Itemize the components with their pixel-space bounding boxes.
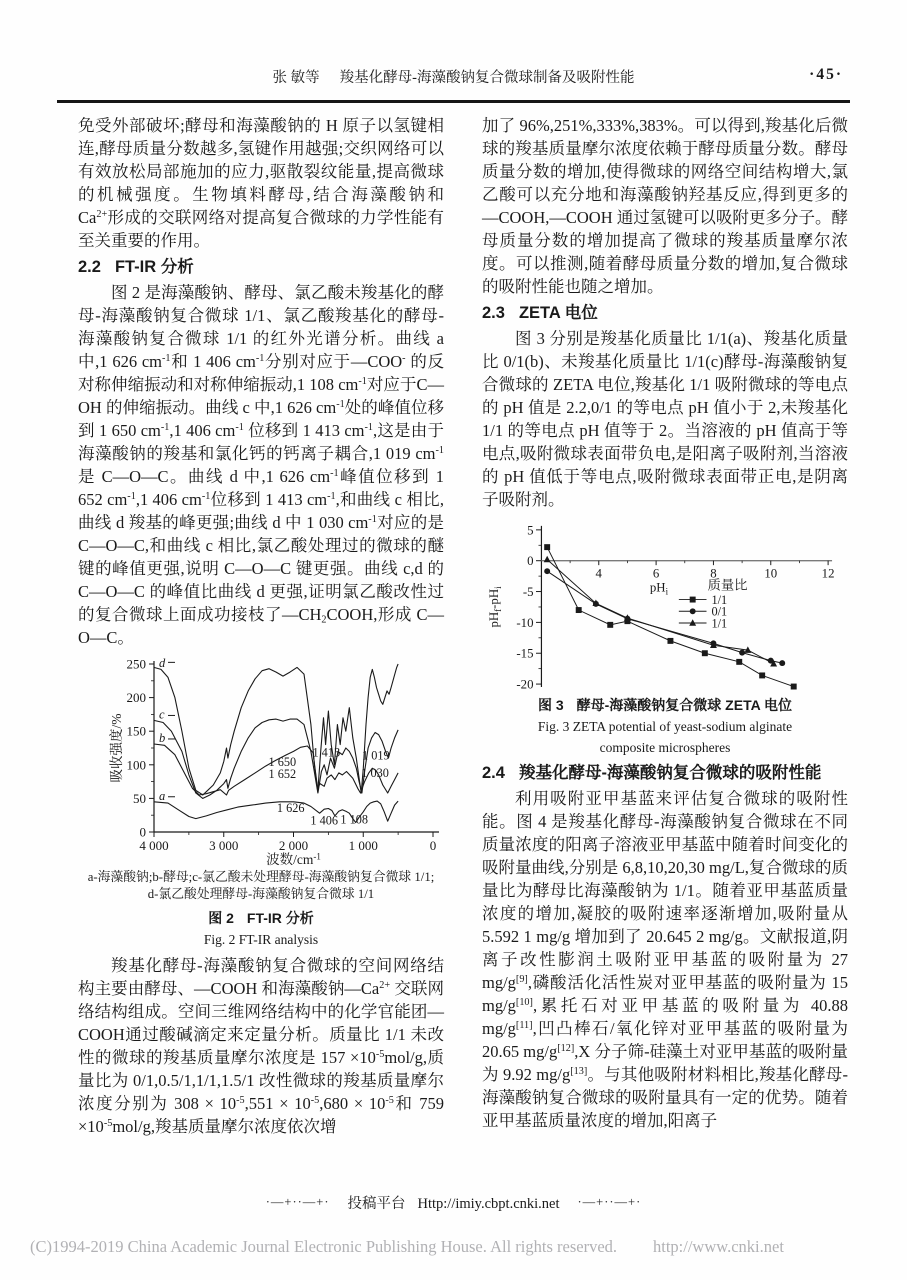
- svg-text:12: 12: [821, 566, 835, 581]
- copyright-bar: [30, 1237, 784, 1257]
- svg-text:0: 0: [139, 824, 146, 840]
- svg-text:2 000: 2 000: [278, 838, 309, 853]
- svg-text:-5: -5: [522, 584, 534, 599]
- figure-3: [482, 518, 848, 757]
- svg-text:-20: -20: [516, 677, 534, 690]
- section-heading-2-2: [78, 256, 444, 278]
- svg-text:6: 6: [652, 566, 660, 581]
- figure3-caption: 酵母-海藻酸钠复合微球 ZETA 电位: [576, 697, 793, 713]
- svg-text:1 406: 1 406: [310, 813, 339, 828]
- svg-text:1 019: 1 019: [361, 748, 390, 763]
- svg-text:1 652: 1 652: [268, 767, 297, 782]
- submission-platform-footer: [0, 1192, 907, 1213]
- section-heading-2-3: [482, 302, 848, 324]
- svg-text:-15: -15: [516, 646, 534, 661]
- text-columns: [78, 114, 848, 1138]
- svg-text:1 030: 1 030: [361, 765, 389, 780]
- zeta-chart: [482, 518, 848, 690]
- svg-text:10: 10: [764, 566, 778, 581]
- platform-url: Http://imiy.cbpt.cnki.net: [417, 1196, 560, 1212]
- figure3-title-zh: [482, 695, 848, 715]
- svg-text:1 413: 1 413: [312, 745, 341, 760]
- section-heading-2-4: [482, 762, 848, 784]
- figure2-note-line2: d-氯乙酸处理酵母-海藻酸钠复合微球 1/1: [147, 887, 375, 901]
- svg-text:1 650: 1 650: [268, 755, 297, 770]
- header-authors: 张 敏等: [272, 70, 320, 86]
- section-title: FT-IR 分析: [114, 258, 194, 276]
- footer-decoration-left: ·—+··—+·: [265, 1195, 330, 1209]
- svg-text:pHf-pHi: $pH_f-pH_i$: [486, 586, 503, 628]
- left-column: [78, 114, 444, 1138]
- header-rule: [57, 100, 850, 103]
- svg-text:200: 200: [126, 690, 146, 706]
- right-column: [482, 114, 848, 1138]
- svg-text:波数/cm-1: 波数$/cm^{-1}$: [266, 851, 321, 867]
- footer-decoration-right: ·—+··—+·: [577, 1195, 642, 1209]
- paragraph-zeta-potential: 图 3 分别是羧基化质量比 1/1(a)、羧基化质量比 0/1(b)、未羧基化质量比 1/1(c)酵母-海藻酸钠复合微球的 ZETA 电位,羧基化 1/1 吸附微球的等电点的 pH 值是 2.2,0/1 的等电点 pH 值小于 2,未羧基化 1/1 的等电点 pH 值等于 2。当溶液的 pH 值高于等电点,吸附微球表面带负电,是阳离子吸附剂,当溶液的 pH 值低于等电点,吸附微球表面带正电,是阴离子吸附剂。: [482, 329, 848, 509]
- svg-text:50: 50: [133, 790, 146, 806]
- page-header: [60, 66, 847, 90]
- svg-text:1 626: 1 626: [276, 800, 305, 815]
- svg-text:b: b: [159, 730, 166, 745]
- platform-label: 投稿平台: [347, 1196, 406, 1212]
- svg-text:pHi: $pH_i$: [649, 580, 669, 597]
- section-title: 羧基化酵母-海藻酸钠复合微球的吸附性能: [518, 764, 822, 782]
- svg-text:0: 0: [527, 554, 534, 569]
- svg-text:3 000: 3 000: [209, 838, 239, 853]
- svg-text:100: 100: [126, 757, 146, 773]
- svg-text:4: 4: [595, 566, 602, 581]
- figure2-label: 图 2: [208, 910, 234, 926]
- svg-text:1/1: 1/1: [711, 616, 728, 631]
- svg-text:0/1: 0/1: [711, 604, 728, 619]
- figure3-title-en-line1: Fig. 3 ZETA potential of yeast-sodium alginate: [537, 719, 793, 734]
- paragraph-ftir-analysis: 图 2 是海藻酸钠、酵母、氯乙酸未羧基化的酵母-海藻酸钠复合微球 1/1、氯乙酸羧基化的酵母-海藻酸钠复合微球 1/1 的红外光谱分析。曲线 a 中,1 626 $cm^{-1}$和 1 406 $cm^{-1}$分别对应于—COO- 的反对称伸缩振动和对称伸缩振动,1 108 $cm^{-1}$对应于C—OH 的伸缩振动。曲线 c 中,1 626 $cm^{-1}$处的峰值位移到 1 650 $cm^{-1},1$ 406 $cm^{-1}$ 位移到 1 413 $cm^{-1}$,这是由于海藻酸钠的羧基和氯化钙的钙离子耦合,1 019 $cm^{-1}$是 C—O—C。曲线 d 中,1 626 $cm^{-1}$峰值位移到 1 652 $cm^{-1},1$ 406 $cm^{-1}$位移到 1 413 $cm^{-1}$,和曲线 c 相比,曲线 d 羧基的峰更强;曲线 d 中 1 030 $cm^{-1}$对应的是 C—O—C,和曲线 c 相比,氯乙酸处理过的微球的醚键的峰值更强,说明 C—O—C 键更强。曲线 c,d 的 C—O—C 的峰值比曲线 d 更强,证明氯乙酸改性过的复合微球上面成功接枝了$—CH_2COOH$,形成 C—O—C。: [78, 283, 445, 647]
- section-title: ZETA 电位: [518, 304, 598, 322]
- svg-text:8: 8: [710, 566, 717, 581]
- figure2-title-zh: [78, 908, 444, 928]
- running-head: [60, 66, 847, 87]
- figure2-note-line1: a-海藻酸钠;b-酵母;c-氯乙酸未处理酵母-海藻酸钠复合微球 1/1;: [87, 870, 435, 884]
- figure2-caption: FT-IR 分析: [246, 910, 314, 926]
- ftir-chart: [108, 656, 443, 869]
- svg-text:-10: -10: [516, 615, 534, 630]
- section-number: 2.4: [482, 764, 505, 782]
- figure2-title-en: Fig. 2 FT-IR analysis: [203, 932, 319, 947]
- svg-text:1 000: 1 000: [348, 838, 378, 853]
- svg-text:质量比: 质量比: [707, 577, 748, 593]
- svg-text:1/1: 1/1: [711, 593, 728, 608]
- svg-text:c: c: [159, 707, 165, 722]
- copyright-url: http://www.cnki.net: [653, 1237, 784, 1256]
- figure3-title-en-line2: composite microspheres: [599, 740, 731, 755]
- svg-text:1 108: 1 108: [340, 812, 369, 827]
- svg-text:d: d: [159, 656, 166, 670]
- figure-2: [78, 656, 444, 949]
- svg-text:4 000: 4 000: [139, 838, 169, 853]
- svg-text:a: a: [159, 788, 166, 803]
- svg-text:吸收强度/%: 吸收强度/%: [109, 713, 124, 783]
- copyright-text: (C)1994-2019 China Academic Journal Electronic Publishing House. All rights reserved.: [30, 1237, 618, 1256]
- page-number: ·45·: [809, 66, 843, 83]
- paragraph-adsorption-performance: 利用吸附亚甲基蓝来评估复合微球的吸附性能。图 4 是羧基化酵母-海藻酸钠复合微球在不同质量浓度的阳离子溶液亚甲基蓝中随着时间变化的吸附量曲线,分别是 6,8,10,20,30 mg/L,复合微球的质量比为酵母比海藻酸钠为 1/1。随着亚甲基蓝质量浓度的增加,凝胶的吸附速率逐渐增加,吸附量从 5.592 1 mg/g 增加到了 20.645 2 mg/g。文献报道,阴离子改性膨润土吸附亚甲基蓝的吸附量为 27 mg/g[9],磷酸活化活性炭对亚甲基蓝的吸附量为 15 mg/g[10],累托石对亚甲基蓝的吸附量为 40.88 mg/g[11],凹凸棒石/氧化锌对亚甲基蓝的吸附量为 20.65 mg/g[12],X 分子筛-硅藻土对亚甲基蓝的吸附量为 9.92 mg/g[13]。与其他吸附材料相比,羧基化酵母-海藻酸钠复合微球的吸附量具有一定的优势。随着亚甲基蓝质量浓度的增加,阳离子: [482, 789, 849, 1130]
- section-number: 2.3: [482, 304, 505, 322]
- paragraph-mechanical-strength: 免受外部破坏;酵母和海藻酸钠的 H 原子以氢键相连,酵母质量分数越多,氢键作用越强;交织网络可以有效放松局部施加的应力,驱散裂纹能量,提高微球的机械强度。生物填料酵母,结合海藻酸钠和 $Ca^{2+}$形成的交联网络对提高复合微球的力学性能有至关重要的作用。: [78, 116, 444, 250]
- svg-text:0: 0: [429, 838, 437, 853]
- svg-text:5: 5: [527, 523, 534, 538]
- section-number: 2.2: [78, 258, 101, 276]
- paragraph-molar-increase: 加了 96%,251%,333%,383%。可以得到,羧基化后微球的羧基质量摩尔浓度依赖于酵母质量分数。酵母质量分数的增加,使得微球的网络空间结构增大,氯乙酸可以充分地和海藻酸钠羟基反应,得到更多的—COOH,—COOH 通过氢键可以吸附更多分子。酵母质量分数的增加提高了微球的羧基质量摩尔浓度。可以推测,随着酵母质量分数的增加,复合微球的吸附性能也随之增加。: [482, 116, 848, 296]
- svg-text:250: 250: [126, 656, 146, 672]
- svg-text:150: 150: [126, 723, 146, 739]
- figure3-label: 图 3: [537, 697, 564, 713]
- header-title: 羧基化酵母-海藻酸钠复合微球制备及吸附性能: [339, 70, 635, 86]
- paragraph-network-structure: 羧基化酵母-海藻酸钠复合微球的空间网络结构主要由酵母、—COOH 和海藻酸钠$—Ca^{2+}$ 交联网络结构组成。空间三维网络结构中的化学官能团—COOH通过酸碱滴定来定量分析。质量比 1/1 未改性的微球的羧基质量摩尔浓度是 $157 \times 10^{-5}mol/g$,质量比为 0/1,0.5/1,1/1,1.5/1 改性微球的羧基质量摩尔浓度分别为 $308 \times 10^{-5},551 \times 10^{-5},680 \times 10^{-5}$和 $759 \times 10^{-5}mol/g$,羧基质量摩尔浓度依次增: [78, 956, 445, 1136]
